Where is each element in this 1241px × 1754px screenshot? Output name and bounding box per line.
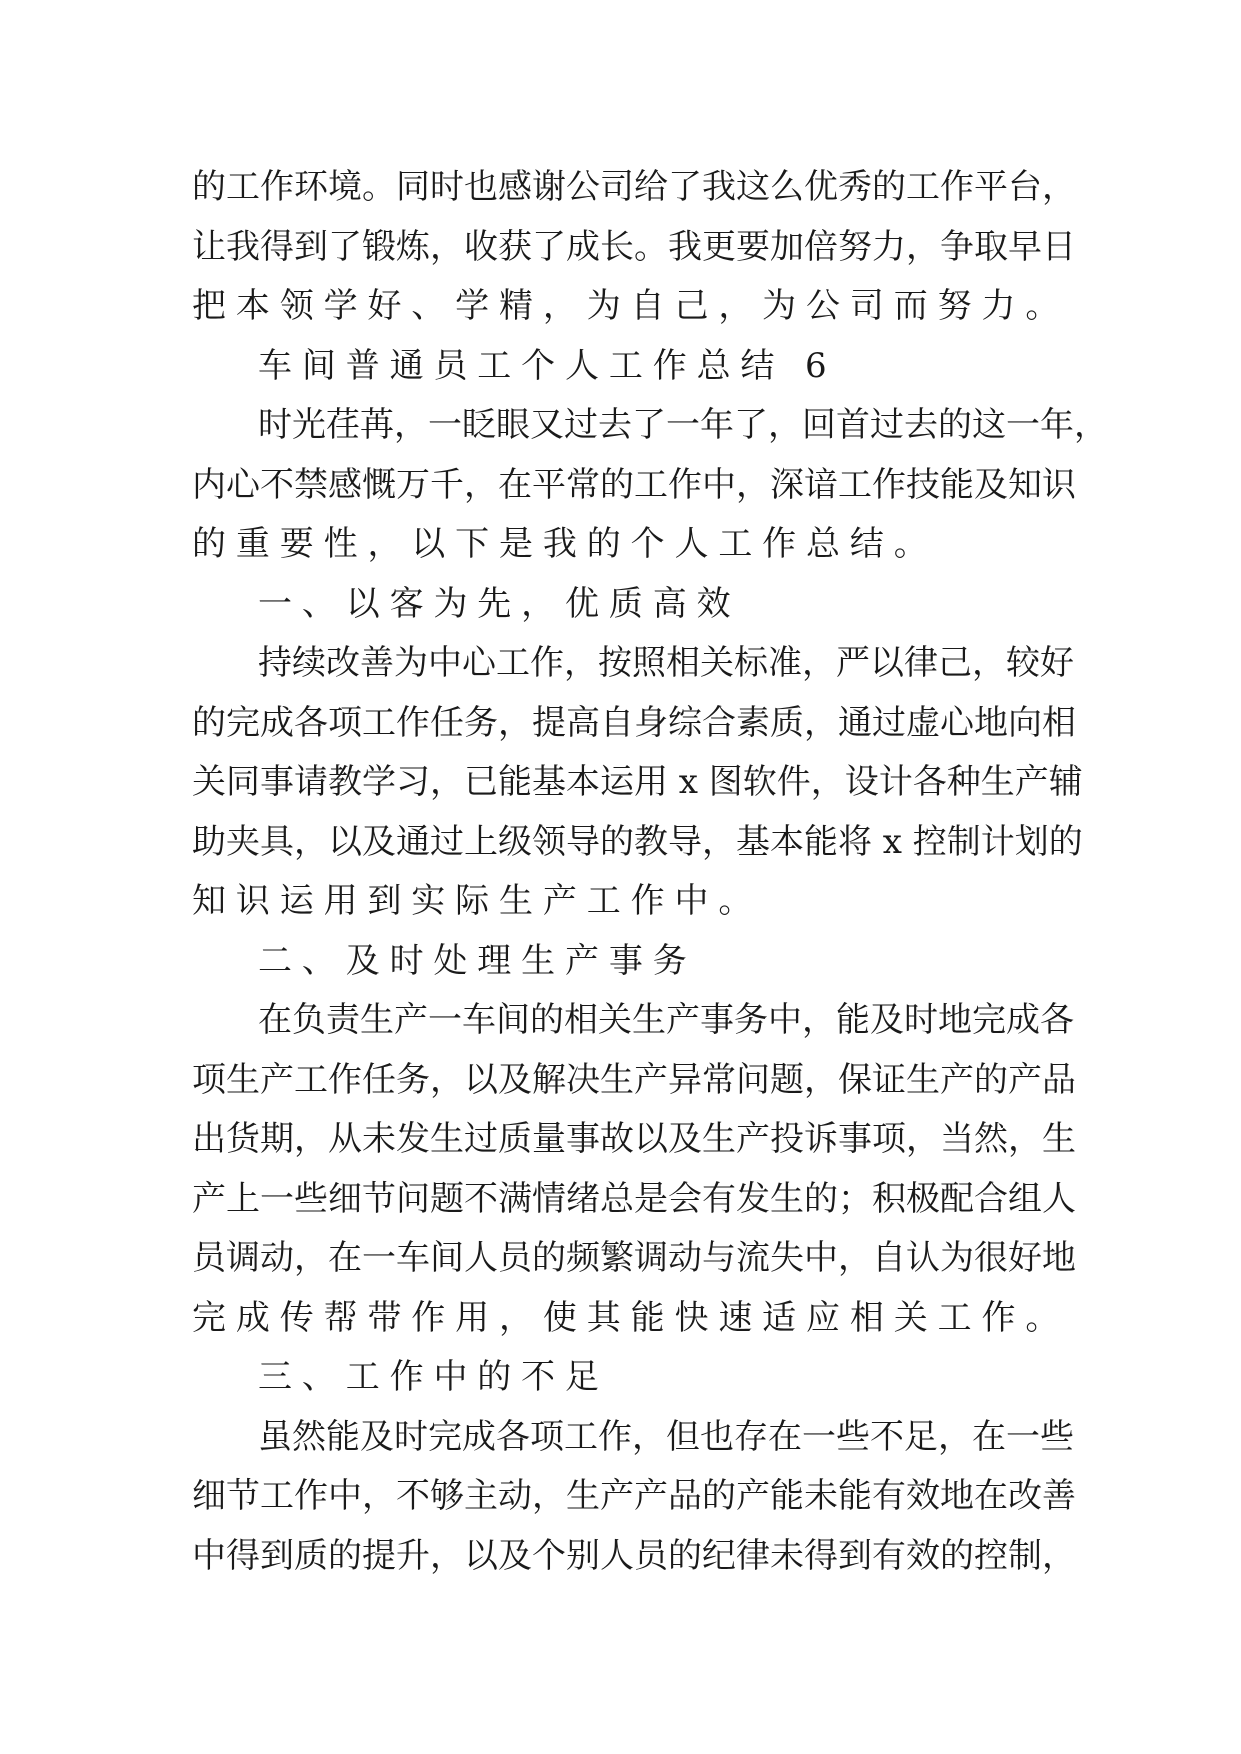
paragraph-line: 在负责生产一车间的相关生产事务中，能及时地完成各 — [258, 1000, 1074, 1040]
section-heading: 一、以客为先，优质高效 — [258, 583, 741, 624]
paragraph-line: 的完成各项工作任务，提高自身综合素质，通过虚心地向相 — [192, 702, 1076, 743]
document-body — [192, 158, 1108, 1586]
section-heading: 三、工作中的不足 — [258, 1357, 609, 1397]
paragraph-line: 的工作环境。同时也感谢公司给了我这么优秀的工作平台， — [192, 167, 1076, 207]
paragraph-line: 助夹具，以及通过上级领导的教导，基本能将 x 控制计划的 — [192, 821, 1083, 862]
paragraph-line: 产上一些细节问题不满情绪总是会有发生的；积极配合组人 — [192, 1178, 1076, 1219]
paragraph-line: 让我得到了锻炼，收获了成长。我更要加倍努力，争取早日 — [192, 226, 1076, 267]
paragraph-line: 中得到质的提升，以及个别人员的纪律未得到有效的控制， — [192, 1535, 1076, 1576]
paragraph-line: 知识运用到实际生产工作中。 — [192, 881, 763, 921]
paragraph-line: 把本领学好、学精，为自己，为公司而努力。 — [192, 286, 1070, 326]
paragraph-line: 项生产工作任务，以及解决生产异常问题，保证生产的产品 — [192, 1059, 1076, 1100]
paragraph-line: 时光荏苒，一眨眼又过去了一年了，回首过去的这一年， — [258, 405, 1108, 445]
paragraph-line: 员调动，在一车间人员的频繁调动与流失中，自认为很好地 — [192, 1238, 1076, 1278]
section-heading: 二、及时处理生产事务 — [258, 940, 697, 981]
paragraph-line: 完成传帮带作用，使其能快速适应相关工作。 — [192, 1297, 1070, 1338]
paragraph-line: 持续改善为中心工作，按照相关标准，严以律己，较好 — [258, 643, 1074, 683]
section-title: 车间普通员工个人工作总结 6 — [258, 345, 837, 386]
paragraph-line: 内心不禁感慨万千，在平常的工作中，深谙工作技能及知识 — [192, 464, 1076, 505]
paragraph-line: 虽然能及时完成各项工作，但也存在一些不足，在一些 — [258, 1416, 1074, 1457]
paragraph-line: 出货期，从未发生过质量事故以及生产投诉事项，当然，生 — [192, 1119, 1076, 1159]
paragraph-line: 的重要性，以下是我的个人工作总结。 — [192, 524, 938, 564]
paragraph-line: 关同事请教学习，已能基本运用 x 图软件，设计各种生产辅 — [192, 762, 1083, 802]
paragraph-line: 细节工作中，不够主动，生产产品的产能未能有效地在改善 — [192, 1476, 1076, 1516]
